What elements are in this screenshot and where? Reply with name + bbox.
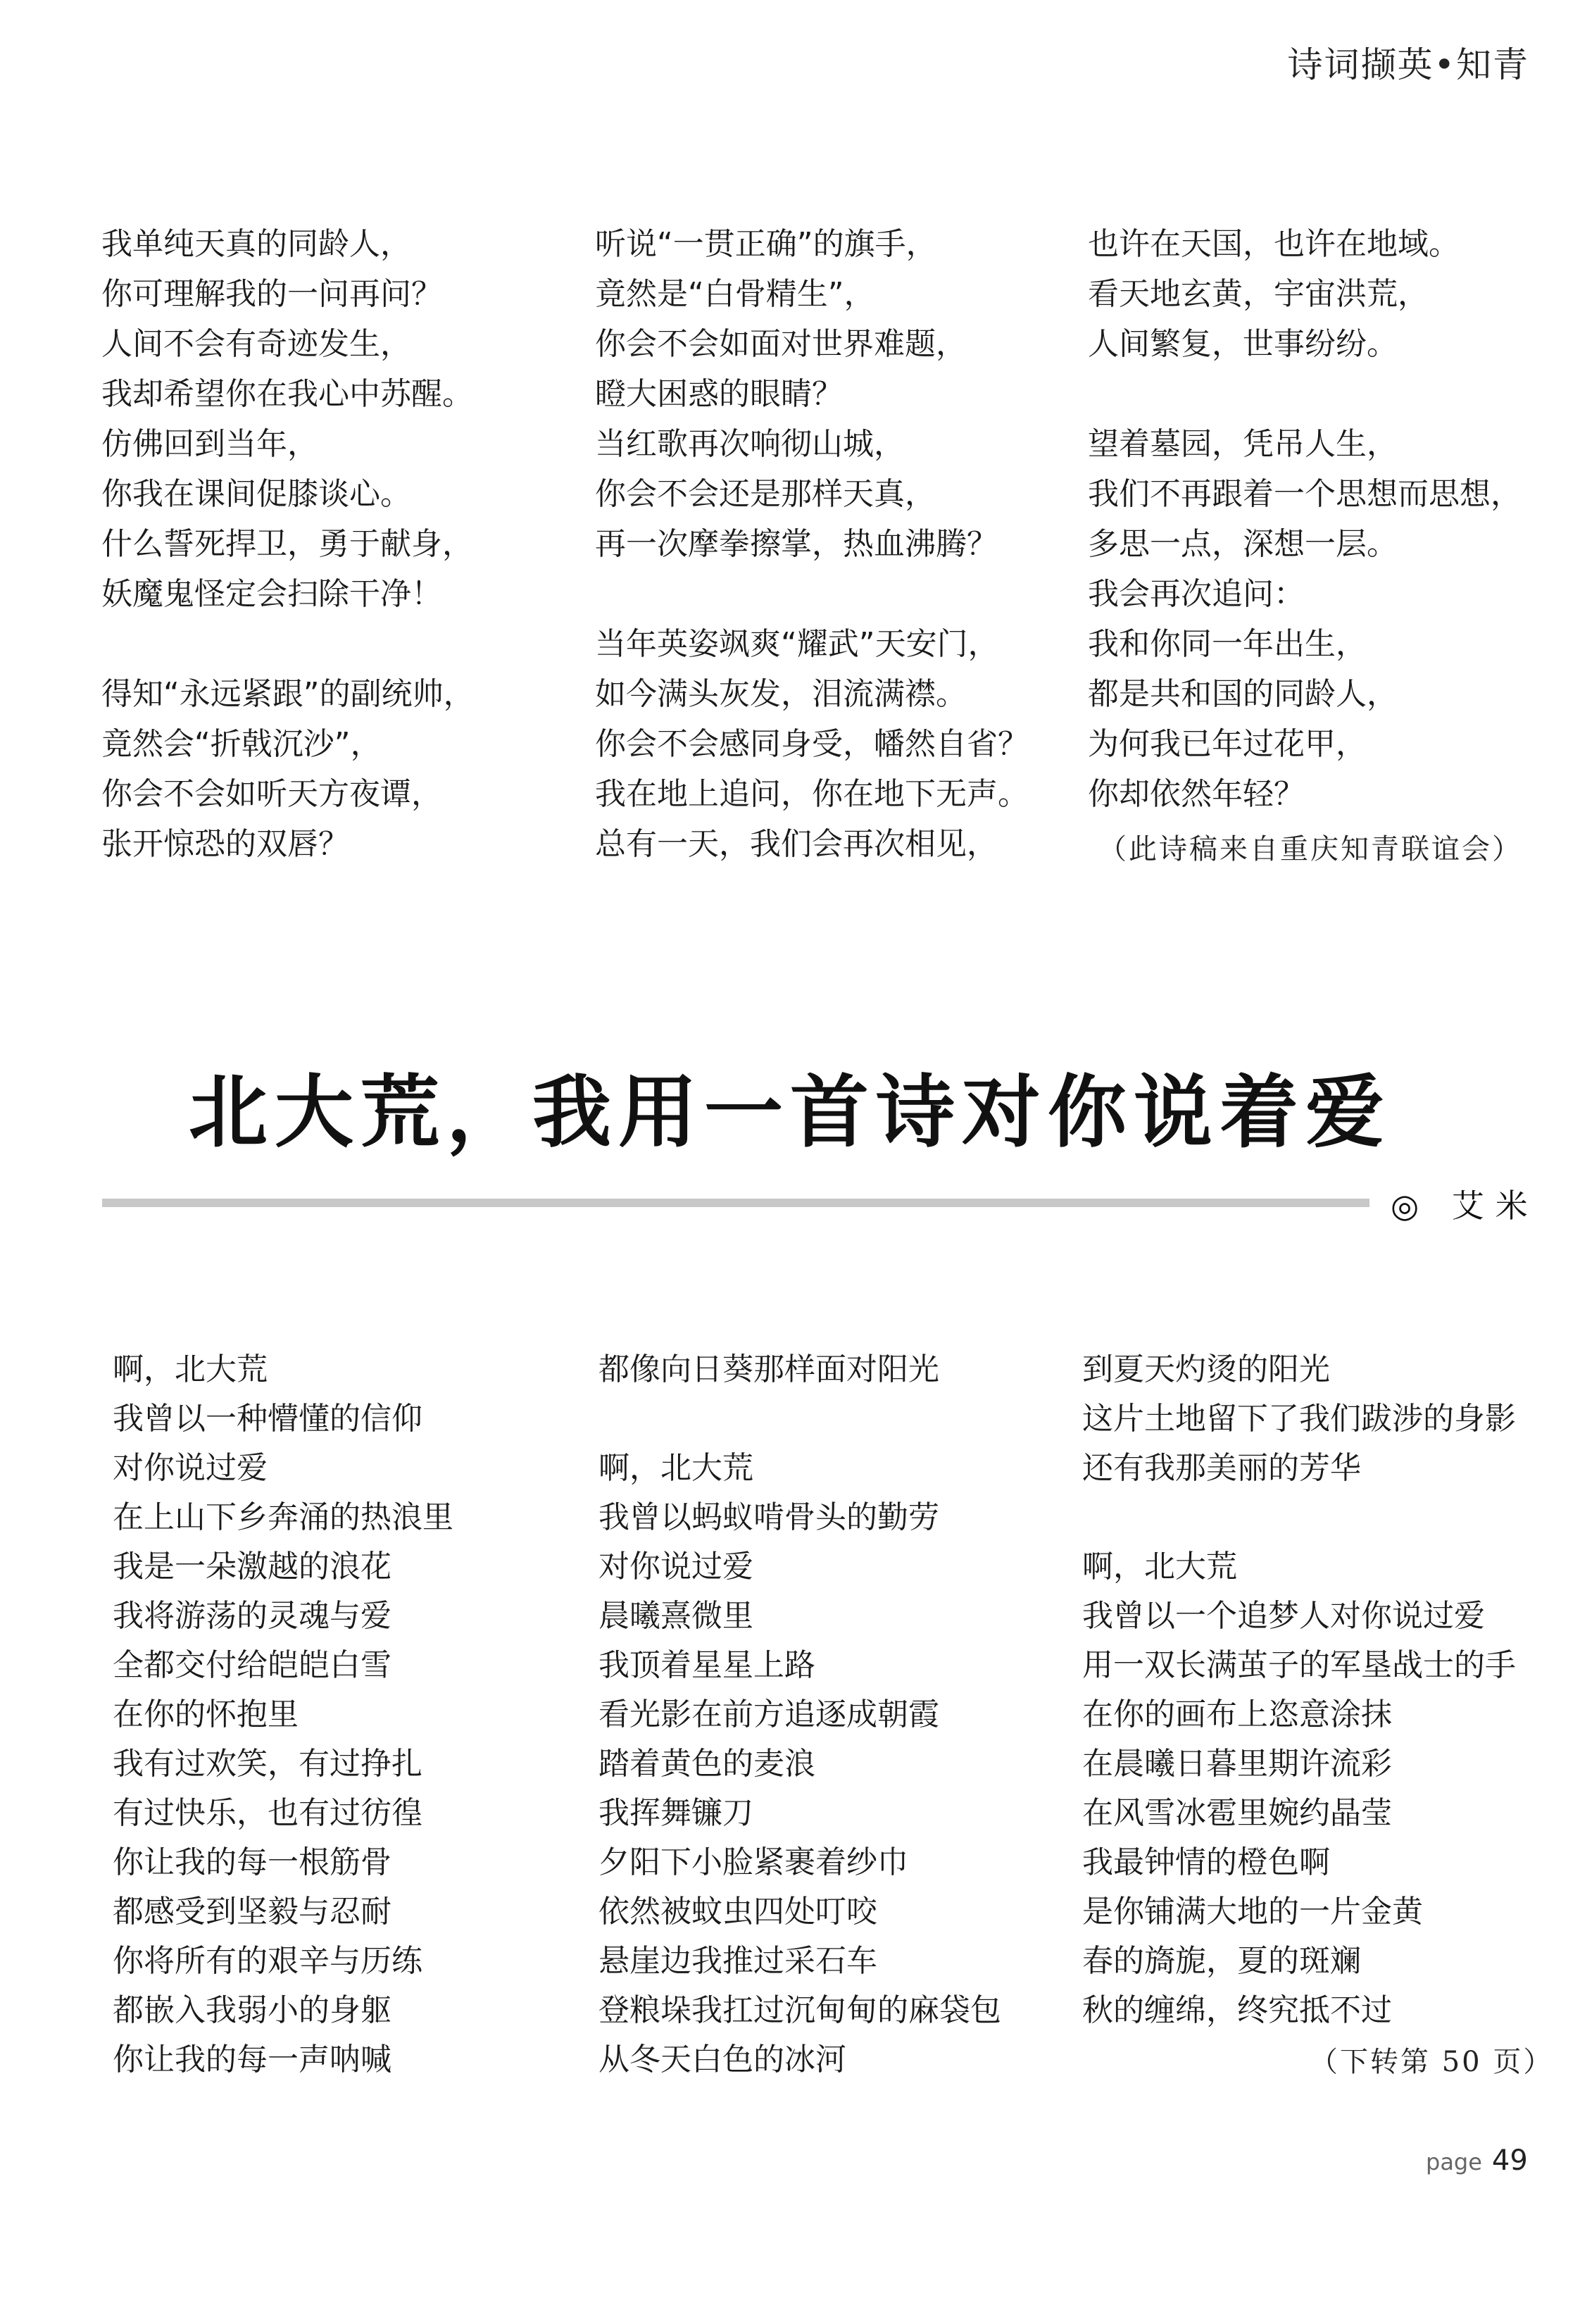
poem-line: 你却依然年轻？ [1088,776,1305,812]
poem-line: 对你说过爱 [113,1450,268,1486]
stanza-break [598,1394,1001,1444]
poem2-author [1391,1180,1539,1227]
poem-line: 如今满头灰发，泪流满襟。 [595,676,967,712]
poem-line: 我和你同一年出生， [1088,626,1367,662]
poem-line: 这片土地留下了我们跋涉的身影 [1082,1401,1516,1437]
poem-line: 再一次摩拳擦掌，热血沸腾？ [595,526,998,562]
poem2-title: 北大荒，我用一首诗对你说着爱 [189,1067,1391,1158]
poem-line: 望着墓园，凭吊人生， [1088,426,1398,462]
page-folio [1426,2144,1528,2177]
poem-line: 你会不会感同身受，幡然自省？ [595,726,1029,762]
poem-line: 在晨曦日暮里期许流彩 [1082,1746,1392,1782]
poem1-column-3 [1088,219,1522,819]
stanza-break [1088,369,1522,419]
poem-line: 你让我的每一声呐喊 [113,2042,391,2078]
poem1-column-2 [595,219,1029,869]
poem-line: 你让我的每一根筋骨 [113,1844,391,1880]
poem-line: 人间不会有奇迹发生， [101,326,411,362]
poem-line: 妖魔鬼怪定会扫除干净！ [101,576,442,612]
poem-line: 都是共和国的同龄人， [1088,676,1398,712]
poem-line: 看光影在前方追逐成朝霞 [598,1697,939,1732]
poem-line: 瞪大困惑的眼睛？ [595,376,843,412]
poem-line: 看天地玄黄，宇宙洪荒， [1088,276,1429,312]
poem-line: 春的旖旎，夏的斑斓 [1082,1943,1361,1979]
poem-line: 依然被蚊虫四处叮咬 [598,1894,877,1930]
poem-line: 用一双长满茧子的军垦战士的手 [1082,1647,1516,1683]
poem-line: 秋的缠绵，终究抵不过 [1082,1992,1392,2028]
poem-line: 是你铺满大地的一片金黄 [1082,1894,1423,1930]
poem-line: 夕阳下小脸紧裹着纱巾 [598,1844,908,1880]
poem-line: 我有过欢笑，有过挣扎 [113,1746,422,1782]
poem-line: 我曾以一个追梦人对你说过爱 [1082,1598,1485,1634]
poem-line: 你我在课间促膝谈心。 [101,476,411,512]
poem-line: 你将所有的艰辛与历练 [113,1943,422,1979]
poem-line: 张开惊恐的双唇？ [101,826,349,862]
poem-line: 啊，北大荒 [113,1351,268,1387]
poem-line: 在风雪冰雹里婉约晶莹 [1082,1795,1392,1831]
poem-line: 全都交付给皑皑白雪 [113,1647,391,1683]
poem-line: 我们不再跟着一个思想而思想， [1088,476,1522,512]
page-word: page [1426,2149,1482,2175]
poem-line: 什么誓死捍卫，勇于献身， [101,526,473,562]
poem-line: 在你的画布上恣意涂抹 [1082,1697,1392,1732]
poem-line: 啊，北大荒 [598,1450,753,1486]
poem-line: 我挥舞镰刀 [598,1795,753,1831]
stanza-break [1082,1493,1516,1542]
poem-line: 为何我已年过花甲， [1088,726,1367,762]
poem-line: 晨曦熹微里 [598,1598,753,1634]
poem-line: 我最钟情的橙色啊 [1082,1844,1330,1880]
poem-line: 登粮垛我扛过沉甸甸的麻袋包 [598,1992,1001,2028]
poem-line: 我将游荡的灵魂与爱 [113,1598,391,1634]
poem-line: 我在地上追问，你在地下无声。 [595,776,1029,812]
poem2-column-3 [1082,1345,1516,2035]
poem-line: 你会不会如面对世界难题， [595,326,967,362]
poem-line: 当红歌再次响彻山城， [595,426,905,462]
poem-line: 当年英姿飒爽“耀武”天安门， [595,626,999,662]
poem-line: 你会不会如听天方夜谭， [101,776,442,812]
poem-line: 从冬天白色的冰河 [598,2042,846,2078]
poem-line: 仿佛回到当年， [101,426,318,462]
poem-line: 总有一天，我们会再次相见， [595,826,998,862]
poem-line: 我却希望你在我心中苏醒。 [101,376,473,412]
poem-line: 踏着黄色的麦浪 [598,1746,815,1782]
poem-line: 我会再次追问： [1088,576,1305,612]
poem-line: 我曾以一种懵懂的信仰 [113,1401,422,1437]
poem-line: 听说“一贯正确”的旗手， [595,226,937,262]
poem1-source-note: （此诗稿来自重庆知青联谊会） [1098,833,1522,866]
author-name: 艾米 [1451,1187,1539,1225]
poem1-column-1 [101,219,475,869]
poem2-column-1 [113,1345,453,2085]
poem-line: 竟然是“白骨精生”， [595,276,875,312]
poem-line: 人间繁复，世事纷纷。 [1088,326,1398,362]
poem-line: 都嵌入我弱小的身躯 [113,1992,391,2028]
poem-line: 啊，北大荒 [1082,1549,1237,1585]
poem-line: 也许在天国，也许在地域。 [1088,226,1460,262]
stanza-break [595,569,1029,619]
poem-line: 我单纯天真的同龄人， [101,226,411,262]
poem-line: 我顶着星星上路 [598,1647,815,1683]
poem-line: 都感受到坚毅与忍耐 [113,1894,391,1930]
author-mark: ◎ [1391,1187,1431,1225]
poem-line: 对你说过爱 [598,1549,753,1585]
poem-line: 在上山下乡奔涌的热浪里 [113,1499,453,1535]
poem-line: 还有我那美丽的芳华 [1082,1450,1361,1486]
poem-line: 都像向日葵那样面对阳光 [598,1351,939,1387]
poem-line: 我曾以蚂蚁啃骨头的勤劳 [598,1499,939,1535]
section-header: 诗词撷英•知青 [1287,44,1529,85]
stanza-break [101,619,475,669]
poem-line: 得知“永远紧跟”的副统帅， [101,676,475,712]
continued-note: （下转第 50 页） [1310,2046,1554,2078]
poem-line: 在你的怀抱里 [113,1697,299,1732]
poem-line: 你会不会还是那样天真， [595,476,936,512]
poem-line: 你可理解我的一问再问？ [101,276,442,312]
title-rule [102,1199,1369,1207]
page-number: 49 [1491,2144,1528,2177]
poem-line: 竟然会“折戟沉沙”， [101,726,382,762]
poem-line: 到夏天灼烫的阳光 [1082,1351,1330,1387]
poem2-column-2 [598,1345,1001,2085]
poem-line: 有过快乐，也有过彷徨 [113,1795,422,1831]
poem-line: 悬崖边我推过采石车 [598,1943,877,1979]
poem-line: 多思一点，深想一层。 [1088,526,1398,562]
poem-line: 我是一朵激越的浪花 [113,1549,391,1585]
